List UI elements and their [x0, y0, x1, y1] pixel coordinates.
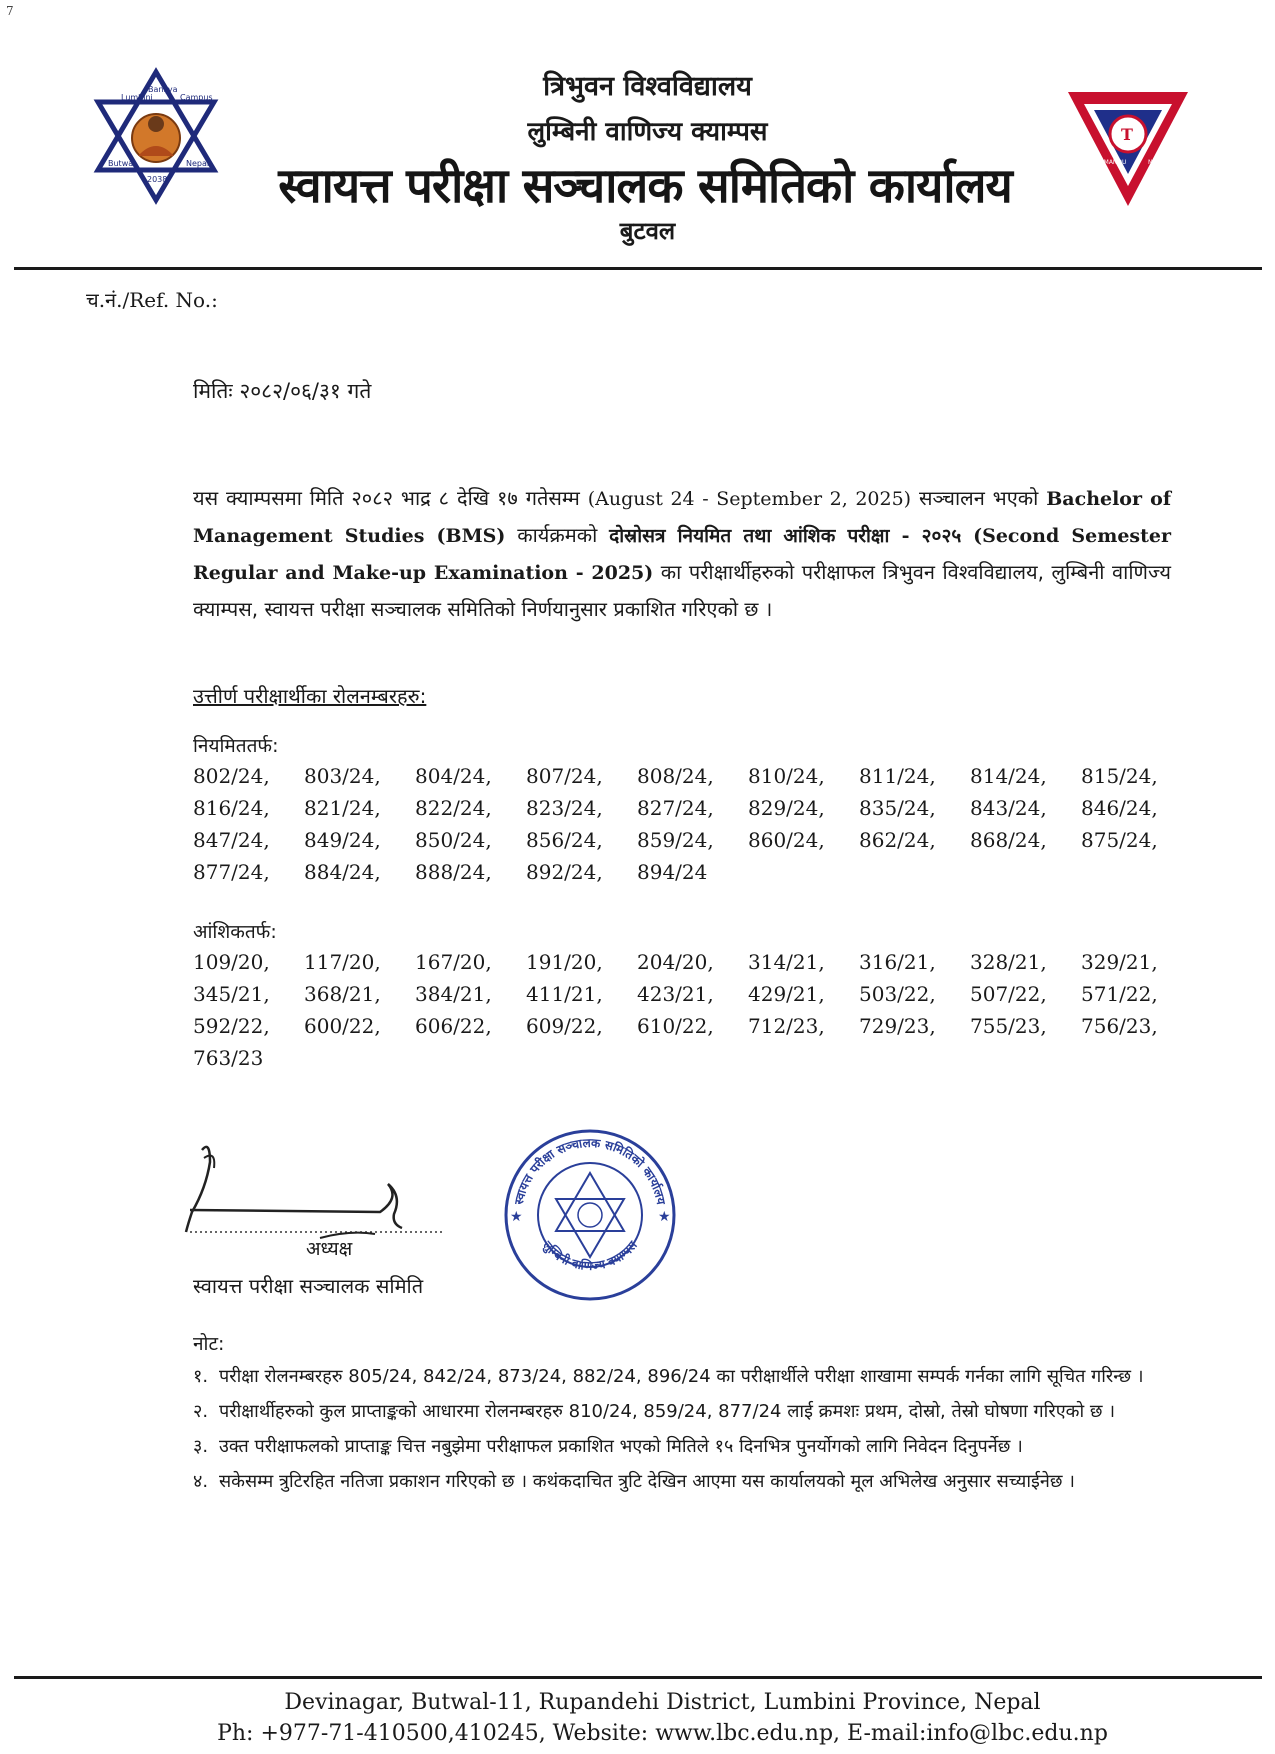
roll-number: 804/24,: [415, 764, 492, 788]
roll-number: 892/24,: [526, 860, 603, 884]
roll-number: 815/24,: [1081, 764, 1158, 788]
roll-number: 429/21,: [748, 982, 825, 1006]
roll-number: 503/22,: [859, 982, 936, 1006]
roll-number: 875/24,: [1081, 828, 1158, 852]
logo-text-nepal: Nepal: [186, 159, 210, 168]
notice-date: मितिः २०८२/०६/३१ गते: [193, 379, 372, 403]
roll-number: 368/21,: [304, 982, 381, 1006]
roll-number: 884/24,: [304, 860, 381, 884]
roll-number: 807/24,: [526, 764, 603, 788]
roll-number: 109/20,: [193, 950, 270, 974]
passed-heading: उत्तीर्ण परीक्षार्थीका रोलनम्बरहरु:: [193, 684, 427, 708]
footer-contact: Ph: +977-71-410500,410245, Website: www.lbc.edu.np, E-mail:info@lbc.edu.np: [217, 1721, 1108, 1746]
roll-number: 811/24,: [859, 764, 936, 788]
roll-number: 822/24,: [415, 796, 492, 820]
roll-number: 345/21,: [193, 982, 270, 1006]
roll-number: 888/24,: [415, 860, 492, 884]
footer-rule: [14, 1676, 1262, 1679]
roll-number: 191/20,: [526, 950, 603, 974]
roll-number: 843/24,: [970, 796, 1047, 820]
roll-number: 316/21,: [859, 950, 936, 974]
roll-number: 856/24,: [526, 828, 603, 852]
university-name: त्रिभुवन विश्वविद्यालय: [543, 71, 752, 102]
logo-text-campus: Campus: [180, 93, 213, 102]
roll-number: 810/24,: [748, 764, 825, 788]
roll-number: 827/24,: [637, 796, 714, 820]
roll-number: 606/22,: [415, 1014, 492, 1038]
footer-address: Devinagar, Butwal-11, Rupandehi District, Lumbini Province, Nepal: [284, 1690, 1041, 1715]
roll-number: 802/24,: [193, 764, 270, 788]
roll-number: 423/21,: [637, 982, 714, 1006]
roll-number: 860/24,: [748, 828, 825, 852]
logo-text-banijya: Banijya: [148, 85, 178, 94]
partial-roll-list: [193, 950, 1193, 1071]
roll-number: 328/21,: [970, 950, 1047, 974]
chairperson-title: अध्यक्ष: [306, 1238, 353, 1260]
ref-number-label: च.नं./Ref. No.:: [86, 288, 218, 312]
logo-text-lumbini: Lumbini: [121, 93, 153, 102]
notice-paragraph: यस क्याम्पसमा मिति २०८२ भाद्र ८ देखि १७ गतेसम्म (August 24 - September 2, 2025) सञ्चालन भएको Bachelor of Management Studies (BMS) कार्यक्रमको दोस्रोसत्र नियमित तथा आंशिक परीक्षा - २०२५ (Second Semester Regular and Make-up Examination - 2025) का परीक्षार्थीहरुको परीक्षाफल त्रिभुवन विश्वविद्यालय, लुम्बिनी वाणिज्य क्याम्पस, स्वायत्त परीक्षा सञ्चालक समितिको निर्णयानुसार प्रकाशित गरिएको छ ।: [193, 486, 1171, 621]
svg-text:T: T: [1121, 125, 1133, 144]
roll-number: 862/24,: [859, 828, 936, 852]
committee-name: स्वायत्त परीक्षा सञ्चालक समिति: [193, 1274, 424, 1298]
regular-label: नियमिततर्फ:: [193, 735, 279, 757]
note-item: १. परीक्षा रोलनम्बरहरु 805/24, 842/24, 873/24, 882/24, 896/24 का परीक्षार्थीले परीक्षा शाखामा सम्पर्क गर्नका लागि सूचित गरिन्छ ।: [193, 1366, 1144, 1387]
roll-number: 756/23,: [1081, 1014, 1158, 1038]
roll-number: 823/24,: [526, 796, 603, 820]
note-item: ३. उक्त परीक्षाफलको प्राप्ताङ्क चित्त नबुझेमा परीक्षाफल प्रकाशित भएको मितिले १५ दिनभित्र पुनर्योगको लागि निवेदन दिनुपर्नेछ ।: [193, 1436, 1023, 1457]
roll-number: 507/22,: [970, 982, 1047, 1006]
roll-number: 859/24,: [637, 828, 714, 852]
roll-number: 847/24,: [193, 828, 270, 852]
campus-name: लुम्बिनी वाणिज्य क्याम्पस: [527, 117, 768, 147]
roll-number: 712/23,: [748, 1014, 825, 1038]
office-name: स्वायत्त परीक्षा सञ्चालक समितिको कार्यालय: [278, 158, 1012, 214]
notes-list: [193, 1362, 1163, 1502]
roll-number: 729/23,: [859, 1014, 936, 1038]
corner-mark: 7: [6, 4, 14, 18]
roll-number: 204/20,: [637, 950, 714, 974]
program-semester: दोस्रोसत्र नियमित तथा आंशिक परीक्षा - २०२५: [609, 525, 962, 547]
svg-text:★: ★: [510, 1209, 523, 1225]
note-item: २. परीक्षार्थीहरुको कुल प्राप्ताङ्कको आधारमा रोलनम्बरहरु 810/24, 859/24, 877/24 लाई क्रमशः प्रथम, दोस्रो, तेस्रो घोषणा गरिएको छ ।: [193, 1401, 1116, 1422]
roll-number: 808/24,: [637, 764, 714, 788]
office-stamp-icon: [500, 1125, 680, 1309]
roll-number: 814/24,: [970, 764, 1047, 788]
roll-number: 850/24,: [415, 828, 492, 852]
notes-label: नोट:: [193, 1333, 225, 1355]
roll-number: 411/21,: [526, 982, 603, 1006]
note-item: ४. सकेसम्म त्रुटिरहित नतिजा प्रकाशन गरिएको छ । कथंकदाचित त्रुटि देखिन आएमा यस कार्यालयको मूल अभिलेख अनुसार सच्याईनेछ ।: [193, 1471, 1075, 1492]
svg-text:★: ★: [658, 1209, 671, 1225]
tu-logo-text-left: KATHMANDU: [1088, 159, 1127, 166]
header-rule: [14, 267, 1262, 270]
logo-text-year: 2038: [147, 175, 168, 184]
regular-roll-list: [193, 764, 1193, 885]
roll-number: 384/21,: [415, 982, 492, 1006]
roll-number: 803/24,: [304, 764, 381, 788]
roll-number: 610/22,: [637, 1014, 714, 1038]
roll-number: 763/23: [193, 1046, 264, 1070]
roll-number: 167/20,: [415, 950, 492, 974]
roll-number: 755/23,: [970, 1014, 1047, 1038]
roll-number: 846/24,: [1081, 796, 1158, 820]
logo-text-butwal: Butwal: [108, 159, 136, 168]
chairperson-signature: [180, 1140, 460, 1244]
tribhuvan-university-logo-icon: [1058, 82, 1198, 216]
stamp-ring-top-text: स्वायत्त परीक्षा सञ्चालक समितिको कार्यालय: [511, 1135, 669, 1206]
roll-number: 117/20,: [304, 950, 381, 974]
stamp-ring-bottom-text: लुम्बिनी वाणिज्य क्याम्पस: [540, 1238, 640, 1274]
roll-number: 600/22,: [304, 1014, 381, 1038]
roll-number: 868/24,: [970, 828, 1047, 852]
roll-number: 849/24,: [304, 828, 381, 852]
roll-number: 816/24,: [193, 796, 270, 820]
city-name: बुटवल: [619, 217, 676, 245]
roll-number: 829/24,: [748, 796, 825, 820]
roll-number: 571/22,: [1081, 982, 1158, 1006]
roll-number: 609/22,: [526, 1014, 603, 1038]
roll-number: 329/21,: [1081, 950, 1158, 974]
roll-number: 592/22,: [193, 1014, 270, 1038]
roll-number: 894/24: [637, 860, 708, 884]
partial-label: आंशिकतर्फ:: [193, 921, 277, 943]
roll-number: 835/24,: [859, 796, 936, 820]
roll-number: 314/21,: [748, 950, 825, 974]
roll-number: 821/24,: [304, 796, 381, 820]
tu-logo-text-right: NEPAL: [1148, 159, 1167, 166]
roll-number: 877/24,: [193, 860, 270, 884]
